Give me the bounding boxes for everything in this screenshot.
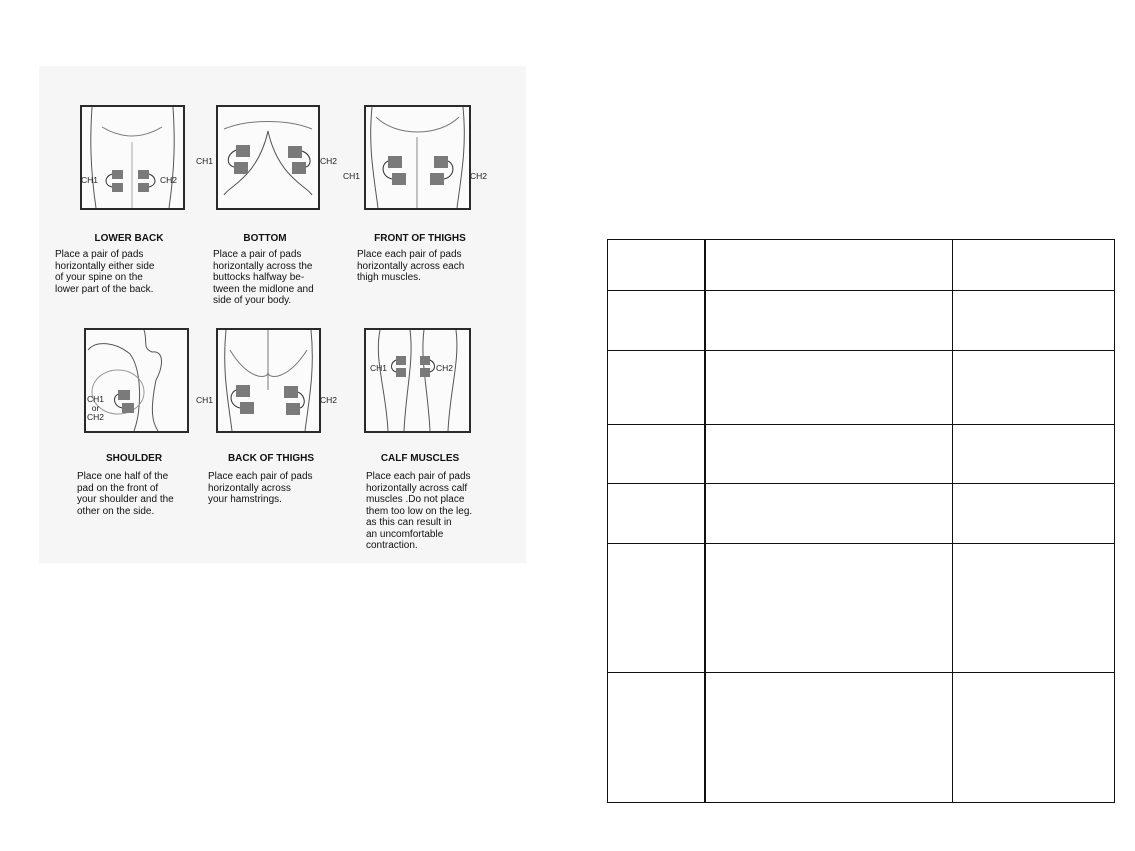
panel-description: Place each pair of pads horizontally across your hamstrings. — [208, 471, 313, 505]
table-cell — [953, 291, 1115, 351]
pad — [396, 368, 406, 377]
channel-label-left: CH1 — [370, 363, 388, 373]
table-row — [608, 425, 1115, 484]
back-thighs-illustration — [216, 328, 321, 433]
lower-back-illustration — [80, 105, 185, 210]
calves-figure-icon — [366, 330, 469, 431]
pad — [122, 403, 134, 413]
pad — [284, 386, 298, 398]
pad — [388, 156, 402, 168]
bottom-illustration — [216, 105, 320, 210]
panel-title: LOWER BACK — [94, 233, 164, 244]
table-cell — [953, 240, 1115, 291]
table-cell — [608, 544, 705, 673]
panel-title: BACK OF THIGHS — [227, 453, 315, 464]
panel-description: Place each pair of pads horizontally across calf muscles .Do not place them too low on the leg. as this can result in an uncomfortable contraction. — [366, 471, 473, 551]
panel-title: BOTTOM — [243, 233, 287, 244]
front-thighs-illustration — [364, 105, 471, 210]
table-row — [608, 240, 1115, 291]
table-cell — [953, 484, 1115, 544]
table-row — [608, 673, 1115, 803]
channel-label-left: CH1 — [196, 156, 214, 166]
channel-label-right: CH2 — [320, 395, 338, 405]
channel-label-left: CH1 or CH2 — [87, 394, 105, 422]
table-cell — [608, 484, 705, 544]
pad — [112, 170, 123, 179]
pad — [396, 356, 406, 365]
calf-illustration — [364, 328, 471, 433]
table-cell — [608, 425, 705, 484]
table-cell — [608, 673, 705, 803]
blank-table — [607, 239, 1115, 803]
pad — [236, 145, 250, 157]
table-cell — [953, 673, 1115, 803]
electrode-placement-diagram — [39, 66, 526, 563]
channel-label-right: CH2 — [320, 156, 338, 166]
table-cell — [705, 544, 953, 673]
pad — [112, 183, 123, 192]
table-cell — [608, 240, 705, 291]
pad — [420, 356, 430, 365]
panel-description: Place each pair of pads horizontally across each thigh muscles. — [357, 249, 465, 283]
pad — [392, 173, 406, 185]
pad — [118, 390, 130, 400]
channel-label-left: CH1 — [343, 171, 361, 181]
table-cell — [608, 351, 705, 425]
channel-label-right: CH2 — [436, 363, 454, 373]
pad — [138, 183, 149, 192]
pad — [286, 403, 300, 415]
pad — [420, 368, 430, 377]
buttocks-figure-icon — [218, 107, 318, 208]
table-row — [608, 351, 1115, 425]
table-cell — [705, 240, 953, 291]
pad — [292, 162, 306, 174]
pad — [240, 402, 254, 414]
table-row — [608, 291, 1115, 351]
panel-description: Place a pair of pads horizontally across the buttocks halfway be- tween the midlone and side of your body. — [213, 249, 314, 306]
panel-description: Place a pair of pads horizontally either side of your spine on the lower part of the back. — [55, 249, 155, 295]
channel-label-left: CH1 — [196, 395, 214, 405]
pad — [430, 173, 444, 185]
pad — [236, 385, 250, 397]
table-cell — [953, 351, 1115, 425]
table-cell — [953, 425, 1115, 484]
panel-title: CALF MUSCLES — [380, 453, 460, 464]
thighs-front-figure-icon — [366, 107, 469, 208]
pad — [434, 156, 448, 168]
channel-label-left: CH1 — [81, 175, 99, 185]
table-cell — [705, 484, 953, 544]
pad — [138, 170, 149, 179]
table-cell — [705, 351, 953, 425]
table-cell — [705, 425, 953, 484]
table-cell — [705, 291, 953, 351]
panel-title: FRONT OF THIGHS — [374, 233, 466, 244]
table-cell — [608, 291, 705, 351]
panel-title: SHOULDER — [105, 453, 163, 464]
channel-label-right: CH2 — [160, 175, 178, 185]
pad — [288, 146, 302, 158]
lower-back-figure-icon — [82, 107, 183, 208]
table-row — [608, 544, 1115, 673]
panel-description: Place one half of the pad on the front of your shoulder and the other on the side. — [77, 471, 174, 517]
pad — [234, 162, 248, 174]
shoulder-illustration — [84, 328, 189, 433]
table-cell — [953, 544, 1115, 673]
table-row — [608, 484, 1115, 544]
thighs-back-figure-icon — [218, 330, 319, 431]
channel-label-right: CH2 — [470, 171, 488, 181]
table-cell — [705, 673, 953, 803]
